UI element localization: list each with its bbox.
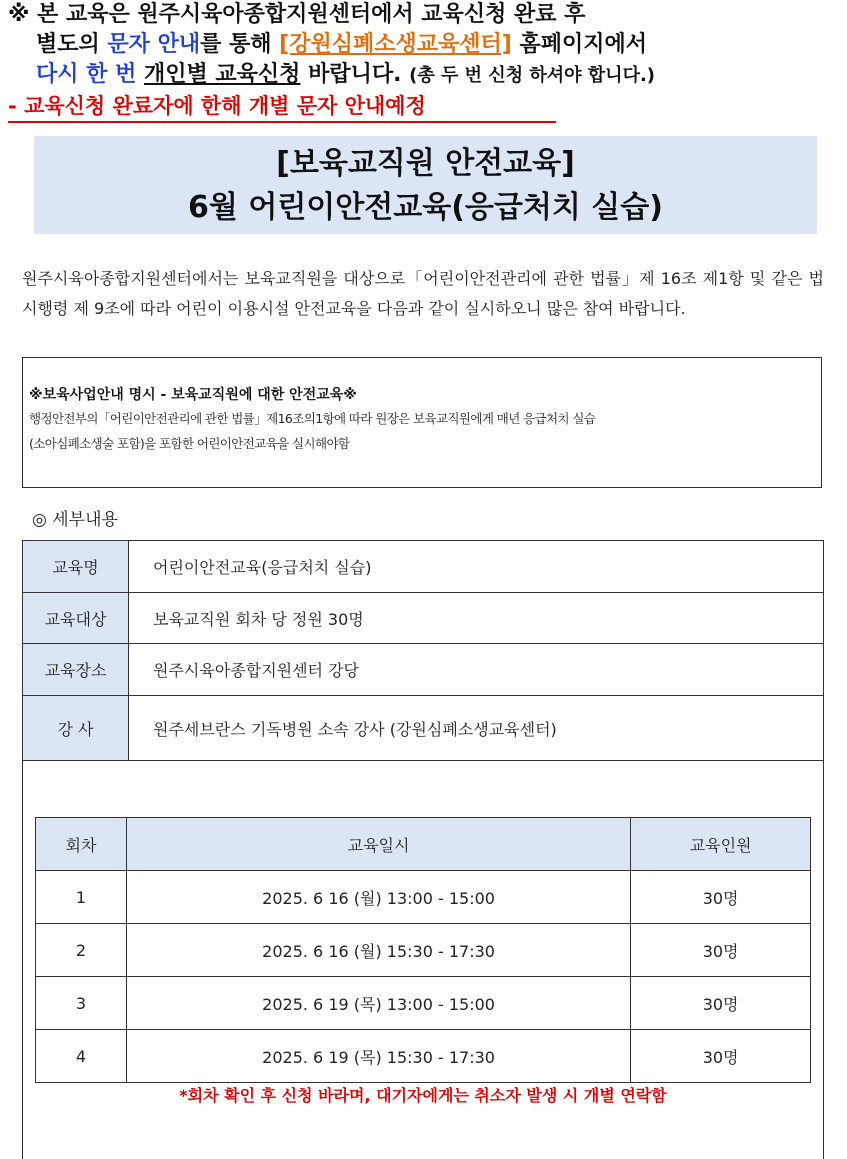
session-capacity: 30명 xyxy=(631,977,811,1030)
schedule-table xyxy=(35,817,811,1083)
table-row xyxy=(36,924,811,977)
session-datetime: 2025. 6 16 (월) 13:00 - 15:00 xyxy=(126,871,630,924)
session-number: 2 xyxy=(36,924,127,977)
detail-value: 어린이안전교육(응급처치 실습) xyxy=(153,558,372,577)
detail-table xyxy=(22,540,824,1159)
session-datetime: 2025. 6 16 (월) 15:30 - 17:30 xyxy=(126,924,630,977)
detail-label: 교육명 xyxy=(23,541,129,592)
table-row xyxy=(36,871,811,924)
session-number: 3 xyxy=(36,977,127,1030)
detail-row-target xyxy=(23,593,823,644)
individual-application-highlight: 개인별 교육신청 xyxy=(144,62,301,87)
detail-row-instructor xyxy=(23,696,823,761)
sms-notice-highlight: 문자 안내 xyxy=(107,32,201,57)
notice-text xyxy=(136,62,144,87)
notice-block xyxy=(8,0,838,121)
detail-label: 교육대상 xyxy=(23,593,129,643)
detail-heading: ◎ 세부내용 xyxy=(32,510,118,530)
session-datetime: 2025. 6 19 (목) 13:00 - 15:00 xyxy=(126,977,630,1030)
detail-value: 원주세브란스 기독병원 소속 강사 (강원심폐소생교육센터) xyxy=(153,719,557,739)
footnote: *회차 확인 후 신청 바라며, 대기자에게는 취소자 발생 시 개별 연락함 xyxy=(179,1086,667,1105)
session-datetime: 2025. 6 19 (목) 15:30 - 17:30 xyxy=(126,1030,630,1083)
center-name-highlight: [강원심폐소생교육센터] xyxy=(279,32,512,57)
page-subtitle: 6월 어린이안전교육(응급처치 실습) xyxy=(188,190,663,225)
page-title: [보육교직원 안전교육] xyxy=(276,146,575,181)
detail-label: 교육장소 xyxy=(23,644,129,695)
session-number: 1 xyxy=(36,871,127,924)
detail-value: 보육교직원 회차 당 정원 30명 xyxy=(153,609,364,629)
legal-info-box xyxy=(22,357,822,488)
session-capacity: 30명 xyxy=(631,1030,811,1083)
detail-row-course xyxy=(23,541,823,593)
notice-red-line: - 교육신청 완료자에 한해 개별 문자 안내예정 xyxy=(8,94,426,118)
detail-row-location xyxy=(23,644,823,696)
legal-info-heading: ※보육사업안내 명시 - 보육교직원에 대한 안전교육※ xyxy=(29,387,357,403)
notice-text: 홈페이지에서 xyxy=(511,32,647,57)
notice-line-2 xyxy=(8,30,838,60)
legal-info-line-2: (소아심폐소생술 포함)을 포함한 어린이안전교육을 실시해야함 xyxy=(29,436,350,451)
schedule-header-row xyxy=(36,818,811,871)
red-underline-rule xyxy=(8,121,556,123)
intro-paragraph: 원주시육아종합지원센터에서는 보육교직원을 대상으로「어린이안전관리에 관한 법률」제 16조 제1항 및 같은 법 시행령 제 9조에 따라 어린이 이용시설 안전교육을 다음과 같이 실시하오니 많은 참여 바랍니다. xyxy=(22,269,824,318)
column-header: 교육인원 xyxy=(631,818,811,871)
table-row xyxy=(36,1030,811,1083)
detail-value: 원주시육아종합지원센터 강당 xyxy=(153,661,360,680)
legal-info-line-1: 행정안전부의「어린이안전관리에 관한 법률」제16조의1항에 따라 원장은 보육교직원에게 매년 응급처치 실습 xyxy=(29,411,596,426)
title-box xyxy=(34,136,817,234)
column-header: 회차 xyxy=(36,818,127,871)
notice-text: 를 통해 xyxy=(200,32,280,57)
session-number: 4 xyxy=(36,1030,127,1083)
session-capacity: 30명 xyxy=(631,871,811,924)
notice-text: 별도의 xyxy=(36,32,108,57)
again-highlight: 다시 한 번 xyxy=(36,62,137,87)
notice-line-3 xyxy=(8,60,838,91)
notice-text: 바랍니다. xyxy=(300,62,410,87)
notice-line-1: ※ 본 교육은 원주시육아종합지원센터에서 교육신청 완료 후 xyxy=(8,2,586,27)
notice-parenthetical: (총 두 번 신청 하셔야 합니다.) xyxy=(409,65,656,86)
table-row xyxy=(36,977,811,1030)
session-capacity: 30명 xyxy=(631,924,811,977)
detail-label: 강 사 xyxy=(23,696,129,760)
column-header: 교육일시 xyxy=(126,818,630,871)
